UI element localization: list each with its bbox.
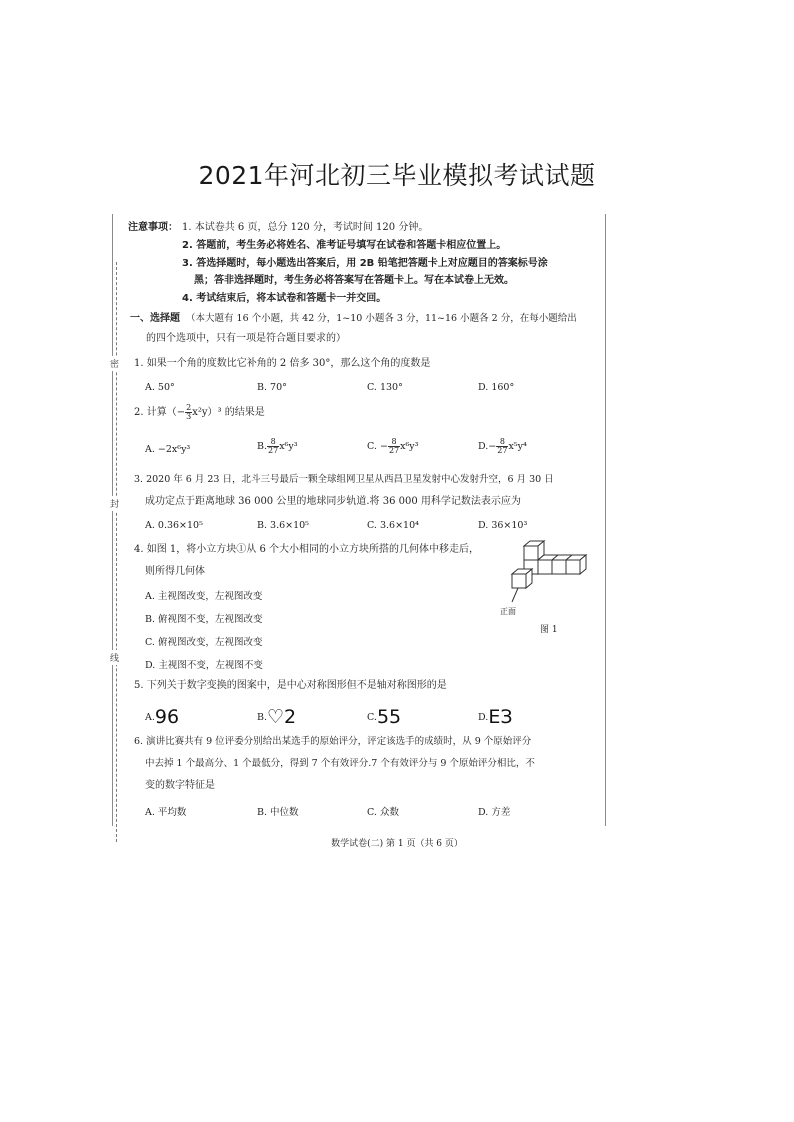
q2-c-fraction <box>388 438 400 455</box>
q2-option-a: A. −2x⁶y³ <box>145 444 191 455</box>
q5-d-figure: ЕЗ <box>488 706 513 728</box>
q2-b-num: 8 <box>267 438 279 447</box>
q5-option-b <box>257 706 296 728</box>
q3-line-2: 成功定点于距离地球 36 000 公里的地球同步轨道.将 36 000 用科学记数法表示应为 <box>145 496 521 507</box>
q4-option-b: B. 俯视图不变，左视图改变 <box>145 614 263 625</box>
right-border-line <box>605 214 606 826</box>
q5-d-label: D. <box>478 712 489 723</box>
q5-stem: 5. 下列关于数字变换的图案中，是中心对称图形但不是轴对称图形的是 <box>134 680 447 691</box>
q2-c-den: 27 <box>388 446 400 455</box>
q2-fraction-num: 2 <box>186 403 192 412</box>
left-border-line <box>112 214 113 826</box>
q3-option-a: A. 0.36×10⁵ <box>145 520 203 531</box>
q1-option-c: C. 130° <box>367 382 403 393</box>
q2-stem-pre: 2. 计算（− <box>134 407 186 418</box>
q5-option-d <box>478 706 513 728</box>
q6-option-c: C. 众数 <box>367 807 399 818</box>
q2-option-c <box>367 438 418 455</box>
section-label: 一、选择题 <box>130 313 180 324</box>
notice-item-4: 4. 考试结束后，将本试卷和答题卡一并交回。 <box>182 293 387 304</box>
q2-d-fraction <box>496 438 508 455</box>
notice-item-3-cont: 黑；答非选择题时，考生务必将答案写在答题卡上。写在本试卷上无效。 <box>194 275 514 286</box>
q4-option-a: A. 主视图改变，左视图改变 <box>145 591 263 602</box>
q3-option-b: B. 3.6×10⁵ <box>257 520 309 531</box>
q2-b-fraction <box>267 438 279 455</box>
q6-option-b: B. 中位数 <box>257 807 299 818</box>
q5-c-figure: 55 <box>376 706 402 728</box>
q2-option-b <box>257 438 298 455</box>
q5-option-c <box>367 706 401 728</box>
q2-c-label: C. − <box>367 441 388 452</box>
binding-dashed-line <box>116 262 117 842</box>
q5-option-a <box>145 706 179 728</box>
q2-d-num: 8 <box>496 438 508 447</box>
q4-line-2: 则所得几何体 <box>145 566 205 577</box>
figure-1-label: 图 1 <box>540 625 558 635</box>
q6-option-a: A. 平均数 <box>145 807 187 818</box>
q6-line-2: 中去掉 1 个最高分、1 个最低分，得到 7 个有效评分.7 个有效评分与 9 个原始评分相比，不 <box>145 758 535 769</box>
notice-item-1: 1. 本试卷共 6 页，总分 120 分，考试时间 120 分钟。 <box>182 222 429 233</box>
page-footer: 数学试卷(二) 第 1 页（共 6 页） <box>331 839 463 849</box>
seal-mi: 密 <box>110 356 119 371</box>
q1-option-a: A. 50° <box>145 382 175 393</box>
q3-option-d: D. 36×10³ <box>478 520 528 531</box>
notice-item-2: 2. 答题前，考生务必将姓名、准考证号填写在试卷和答题卡相应位置上。 <box>182 240 507 251</box>
q6-option-d: D. 方差 <box>478 807 511 818</box>
q5-a-label: A. <box>145 712 155 723</box>
q1-stem: 1. 如果一个角的度数比它补角的 2 倍多 30°，那么这个角的度数是 <box>134 358 431 369</box>
q2-c-num: 8 <box>388 438 400 447</box>
front-label: 正面 <box>500 607 516 616</box>
q4-option-c: C. 俯视图改变，左视图改变 <box>145 637 263 648</box>
q2-c-post: x⁶y³ <box>400 441 419 452</box>
seal-feng: 封 <box>110 496 119 511</box>
q2-b-post: x⁶y³ <box>279 441 298 452</box>
exam-title: 2021年河北初三毕业模拟考试试题 <box>198 161 596 190</box>
section-desc-2: 的四个选项中，只有一项是符合题目要求的） <box>146 333 346 344</box>
section-desc-1: （本大题有 16 个小题，共 42 分，1~10 小题各 3 分，11~16 小题各 2 分，在每小题给出 <box>186 313 577 324</box>
notice-label: 注意事项： <box>128 222 178 233</box>
q5-b-label: B. <box>257 712 268 723</box>
q2-d-den: 27 <box>497 446 508 455</box>
q5-b-figure: ♡2 <box>267 706 297 728</box>
seal-xian: 线 <box>110 650 119 665</box>
q2-stem <box>134 404 265 421</box>
q4-line-1: 4. 如图 1，将小立方块①从 6 个大小相同的小立方块所搭的几何体中移走后， <box>134 544 479 555</box>
q6-line-1: 6. 演讲比赛共有 9 位评委分别给出某选手的原始评分，评定该选手的成绩时，从 9 个原始评分 <box>134 736 532 747</box>
q2-d-label: D.− <box>478 441 497 452</box>
q1-option-b: B. 70° <box>257 382 287 393</box>
q1-option-d: D. 160° <box>478 382 515 393</box>
q4-option-d: D. 主视图不变，左视图不变 <box>145 660 263 671</box>
q3-option-c: C. 3.6×10⁴ <box>367 520 419 531</box>
q2-fraction-den: 3 <box>186 412 192 421</box>
q3-line-1: 3. 2020 年 6 月 23 日，北斗三号最后一颗全球组网卫星从西昌卫星发射中心发射升空，6 月 30 日 <box>134 474 554 485</box>
q5-a-figure: 96 <box>154 706 180 728</box>
q2-b-den: 27 <box>268 446 279 455</box>
q2-d-post: x⁵y⁴ <box>508 441 527 452</box>
cube-figure <box>498 540 588 610</box>
q2-option-d <box>478 438 527 455</box>
notice-item-3: 3. 答选择题时，每小题选出答案后，用 2B 铅笔把答题卡上对应题目的答案标号涂 <box>182 258 548 269</box>
q2-b-label: B. <box>257 441 268 452</box>
q6-line-3: 变的数字特征是 <box>145 780 215 791</box>
q5-c-label: C. <box>367 712 377 723</box>
q2-stem-post: x²y）³ 的结果是 <box>192 407 265 418</box>
